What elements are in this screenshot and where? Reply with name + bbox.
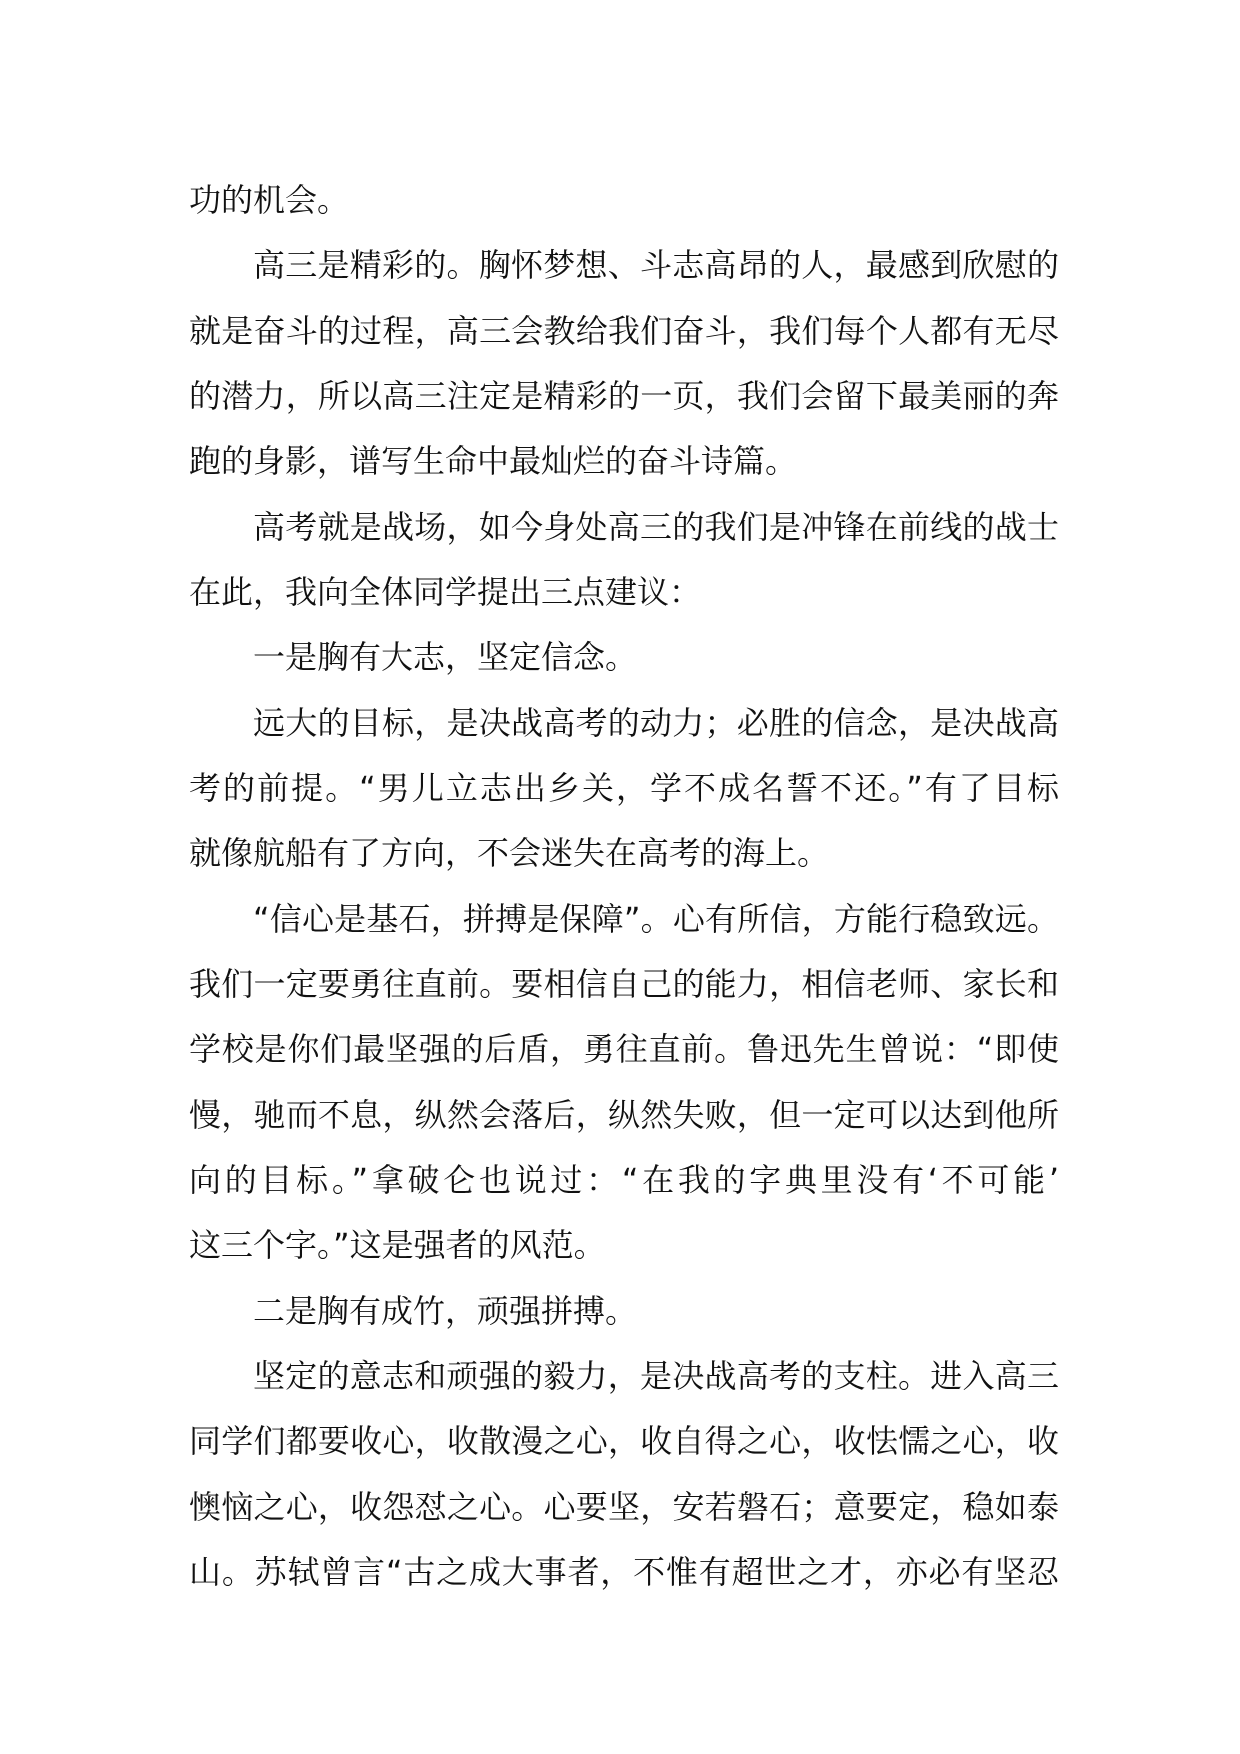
section-heading [189,625,1059,690]
text-line: 懊恼之心，收怨怼之心。心要坚，安若磐石；意要定，稳如泰 [189,1487,1059,1526]
text-line: 向的目标。”拿破仑也说过：“在我的字典里没有‘不可能’ [189,1160,1059,1199]
text-line: “信心是基石，拼搏是保障”。心有所信，方能行稳致远。 [253,899,1059,938]
text-line: 高三是精彩的。胸怀梦想、斗志高昂的人，最感到欣慰的 [253,246,1059,285]
paragraph [189,691,1059,887]
text-line: 就是奋斗的过程，高三会教给我们奋斗，我们每个人都有无尽 [189,311,1059,350]
text-line: 一是胸有大志，坚定信念。 [253,638,638,677]
text-line: 我们一定要勇往直前。要相信自己的能力，相信老师、家长和 [189,964,1059,1003]
text-line: 学校是你们最坚强的后盾，勇往直前。鲁迅先生曾说：“即使 [189,1030,1059,1069]
text-line: 跑的身影，谱写生命中最灿烂的奋斗诗篇。 [189,442,798,481]
section-heading [189,1279,1059,1344]
paragraph [189,233,1059,494]
text-line: 功的机会。 [189,181,350,219]
text-line: 就像航船有了方向，不会迷失在高考的海上。 [189,834,830,873]
paragraph [189,1344,1059,1605]
paragraph [189,495,1059,626]
text-line: 高考就是战场，如今身处高三的我们是冲锋在前线的战士 [253,507,1059,546]
paragraph [189,168,1059,233]
text-line: 同学们都要收心，收散漫之心，收自得之心，收怯懦之心，收 [189,1422,1059,1461]
text-line: 这三个字。”这是强者的风范。 [189,1226,606,1265]
document-body [189,168,1059,1605]
paragraph [189,887,1059,1279]
text-line: 山。苏轼曾言“古之成大事者，不惟有超世之才，亦必有坚忍 [189,1552,1059,1591]
text-line: 的潜力，所以高三注定是精彩的一页，我们会留下最美丽的奔 [189,376,1059,415]
text-line: 在此，我向全体同学提出三点建议： [189,572,702,611]
text-line: 考的前提。“男儿立志出乡关，学不成名誓不还。”有了目标 [189,768,1059,807]
text-line: 二是胸有成竹，顽强拼搏。 [253,1291,638,1330]
text-line: 远大的目标，是决战高考的动力；必胜的信念，是决战高 [253,703,1059,742]
text-line: 慢，驰而不息，纵然会落后，纵然失败，但一定可以达到他所 [189,1095,1059,1134]
text-line: 坚定的意志和顽强的毅力，是决战高考的支柱。进入高三 [253,1356,1059,1395]
